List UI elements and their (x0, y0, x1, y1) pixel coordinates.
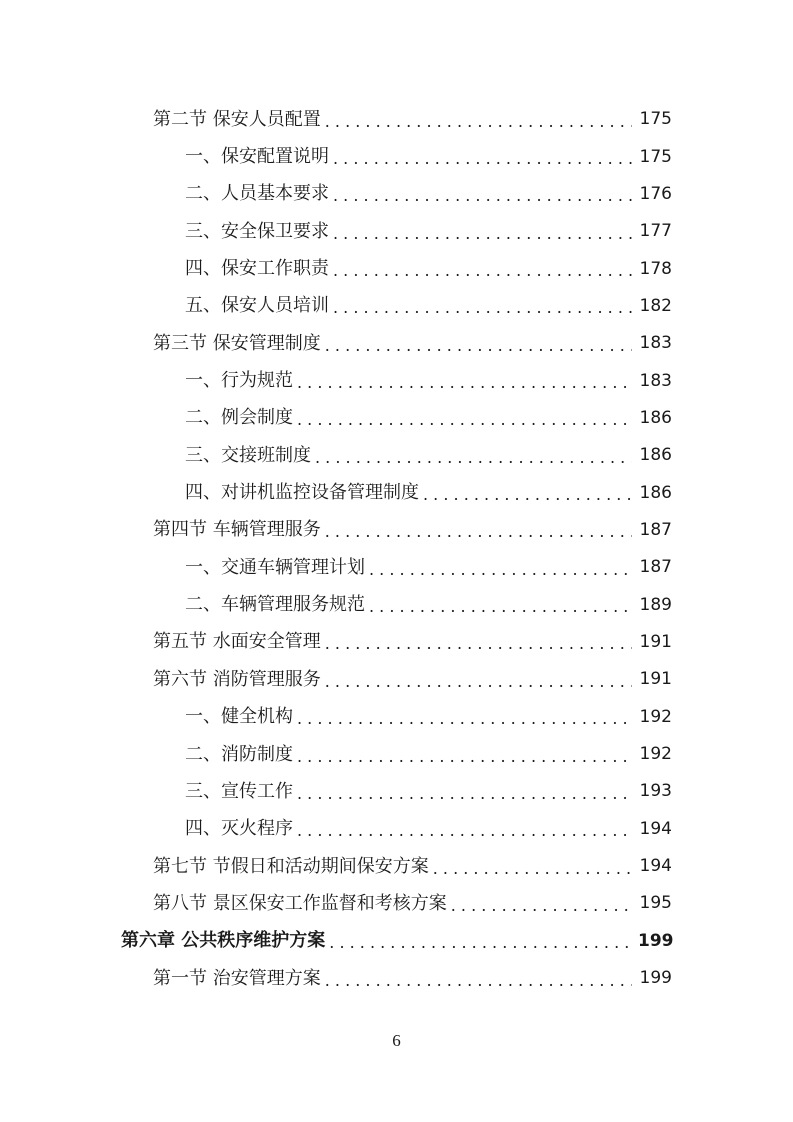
dot-leader (333, 262, 632, 280)
toc-entry-page: 194 (639, 856, 672, 877)
dot-leader (333, 187, 632, 205)
dot-leader (369, 561, 632, 579)
toc-entry-page: 186 (639, 445, 672, 466)
dot-leader (423, 486, 632, 504)
toc-entry[interactable] (0, 549, 793, 586)
toc-entry-page: 187 (639, 557, 672, 578)
toc-entry-title: 第二节 保安人员配置 (153, 108, 321, 130)
toc-entry[interactable] (0, 811, 793, 848)
toc-entry[interactable] (0, 176, 793, 213)
dot-leader (325, 972, 632, 990)
toc-entry[interactable] (0, 138, 793, 175)
dot-leader (333, 225, 632, 243)
dot-leader (325, 523, 632, 541)
page-number: 6 (392, 1031, 401, 1050)
dot-leader (451, 897, 632, 915)
toc-entry-title: 四、灭火程序 (185, 818, 293, 840)
toc-entry[interactable] (0, 250, 793, 287)
toc-entry-title: 一、健全机构 (185, 706, 293, 728)
toc-entry-page: 191 (639, 669, 672, 690)
dot-leader (325, 337, 632, 355)
toc-entry-page: 175 (639, 146, 672, 167)
toc-entry[interactable] (0, 213, 793, 250)
dot-leader (329, 934, 632, 952)
toc-entry[interactable] (0, 101, 793, 138)
toc-entry[interactable] (0, 362, 793, 399)
dot-leader (433, 860, 632, 878)
toc-entry-page: 189 (639, 594, 672, 615)
toc-entry-page: 182 (639, 295, 672, 316)
toc-entry[interactable] (0, 474, 793, 511)
toc-entry[interactable] (0, 586, 793, 623)
toc-entry-page: 199 (638, 930, 674, 951)
dot-leader (315, 449, 632, 467)
toc-entry-title: 第一节 治安管理方案 (153, 967, 321, 989)
dot-leader (297, 785, 632, 803)
toc-entry-title: 第五节 水面安全管理 (153, 631, 321, 653)
dot-leader (297, 710, 632, 728)
toc-entry-title: 三、交接班制度 (185, 444, 311, 466)
dot-leader (297, 411, 632, 429)
toc-entry-title: 第四节 车辆管理服务 (153, 519, 321, 541)
toc-entry-page: 199 (639, 968, 672, 989)
toc-entry[interactable] (0, 288, 793, 325)
toc-entry[interactable] (0, 848, 793, 885)
dot-leader (333, 299, 632, 317)
toc-entry-title: 一、交通车辆管理计划 (185, 556, 365, 578)
dot-leader (325, 113, 632, 131)
toc-entry-title: 三、安全保卫要求 (185, 220, 329, 242)
dot-leader (297, 748, 632, 766)
toc-entry-title: 二、消防制度 (185, 743, 293, 765)
toc-entry-page: 193 (639, 781, 672, 802)
toc-entry-title: 第三节 保安管理制度 (153, 332, 321, 354)
dot-leader (369, 598, 632, 616)
toc-entry-page: 186 (639, 482, 672, 503)
toc-entry-title: 四、保安工作职责 (185, 258, 329, 280)
toc-entry-page: 186 (639, 407, 672, 428)
dot-leader (297, 822, 632, 840)
dot-leader (333, 150, 632, 168)
toc-entry-title: 一、保安配置说明 (185, 146, 329, 168)
toc-entry[interactable] (0, 773, 793, 810)
toc-entry-page: 183 (639, 333, 672, 354)
toc-entry-title: 第六节 消防管理服务 (153, 668, 321, 690)
toc-entry-title: 第八节 景区保安工作监督和考核方案 (153, 892, 447, 914)
toc-entry-title: 二、人员基本要求 (185, 183, 329, 205)
toc-entry[interactable] (0, 699, 793, 736)
toc-entry[interactable] (0, 400, 793, 437)
toc-entry[interactable] (0, 624, 793, 661)
toc-entry-page: 175 (639, 109, 672, 130)
toc-entry-title: 第七节 节假日和活动期间保安方案 (153, 855, 429, 877)
toc-entry[interactable] (0, 661, 793, 698)
toc-entry[interactable] (0, 736, 793, 773)
toc-entry-page: 191 (639, 631, 672, 652)
toc-entry[interactable] (0, 325, 793, 362)
toc-entry-title: 三、宣传工作 (185, 780, 293, 802)
dot-leader (325, 635, 632, 653)
toc-entry-title: 第六章 公共秩序维护方案 (121, 930, 326, 952)
dot-leader (297, 374, 632, 392)
toc-entry-page: 192 (639, 744, 672, 765)
toc-entry-page: 195 (639, 893, 672, 914)
toc-entry-page: 176 (639, 183, 672, 204)
toc-entry-title: 二、车辆管理服务规范 (185, 594, 365, 616)
toc-entry-page: 187 (639, 519, 672, 540)
toc-entry-title: 五、保安人员培训 (185, 295, 329, 317)
toc-entry-page: 177 (639, 221, 672, 242)
toc-entry[interactable] (0, 885, 793, 922)
toc-entry[interactable] (0, 512, 793, 549)
toc-entry-page: 192 (639, 706, 672, 727)
table-of-contents (0, 101, 793, 997)
toc-entry[interactable] (0, 437, 793, 474)
dot-leader (325, 673, 632, 691)
toc-entry[interactable] (0, 960, 793, 997)
toc-entry-page: 194 (639, 818, 672, 839)
toc-entry-page: 178 (639, 258, 672, 279)
toc-entry-page: 183 (639, 370, 672, 391)
toc-chapter-entry[interactable] (0, 923, 793, 960)
toc-entry-title: 二、例会制度 (185, 407, 293, 429)
toc-entry-title: 四、对讲机监控设备管理制度 (185, 482, 419, 504)
toc-entry-title: 一、行为规范 (185, 370, 293, 392)
